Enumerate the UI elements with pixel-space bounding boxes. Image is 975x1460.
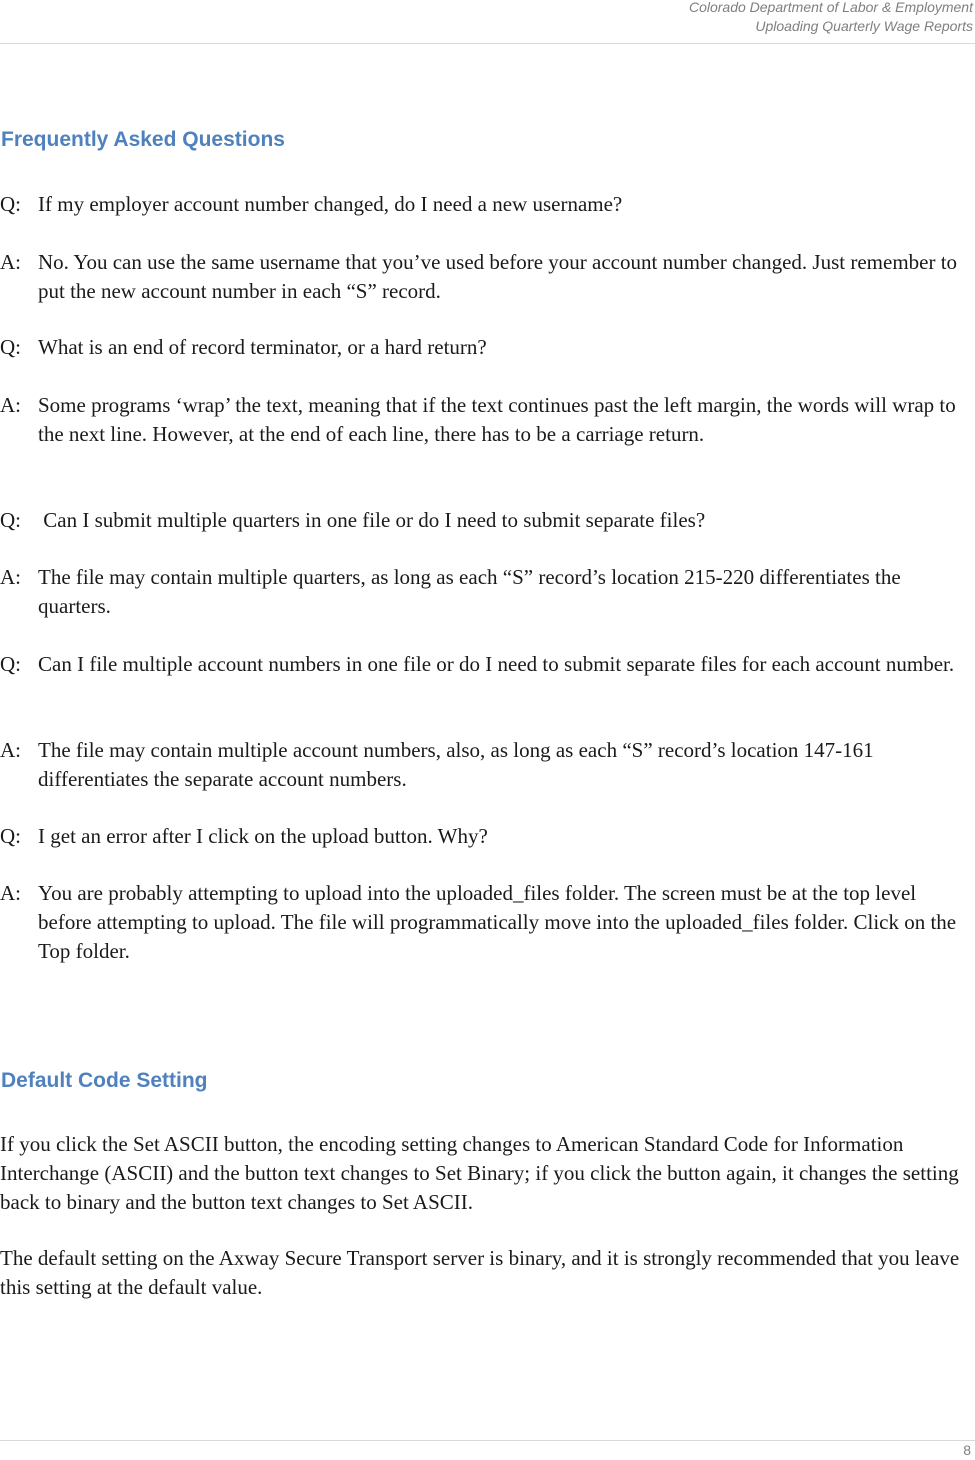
page-header	[0, 0, 975, 44]
faq-text: No. You can use the same username that you’ve used before your account number changed. Just remember to put the new account number in each “S” record.	[38, 250, 958, 303]
page-footer-divider	[0, 1440, 975, 1441]
default-code-paragraph: If you click the Set ASCII button, the encoding setting changes to American Standard Code for Information Interchange (ASCII) and the button text changes to Set Binary; if you click the button again, it changes the setting back to binary and the button text changes to Set ASCII.	[0, 1132, 959, 1214]
faq-item	[0, 879, 968, 966]
faq-heading: Frequently Asked Questions	[1, 128, 285, 151]
faq-label: Q:	[0, 824, 21, 848]
faq-item	[0, 190, 968, 219]
default-code-paragraph: The default setting on the Axway Secure Transport server is binary, and it is strongly recommended that you leave this setting at the default value.	[0, 1246, 960, 1299]
faq-text: The file may contain multiple quarters, as long as each “S” record’s location 215-220 differentiates the quarters.	[38, 565, 901, 618]
faq-text: Can I submit multiple quarters in one file or do I need to submit separate files?	[38, 508, 706, 532]
faq-label: A:	[0, 565, 21, 589]
faq-label: A:	[0, 393, 21, 417]
faq-item	[0, 563, 968, 621]
faq-label: Q:	[0, 652, 21, 676]
faq-text: Some programs ‘wrap’ the text, meaning that if the text continues past the left margin, the words will wrap to the next line. However, at the end of each line, there has to be a carriage return.	[38, 393, 956, 446]
faq-item	[0, 506, 968, 535]
faq-text: If my employer account number changed, do I need a new username?	[38, 192, 623, 216]
faq-text: The file may contain multiple account numbers, also, as long as each “S” record’s location 147-161 differentiates the separate account numbers.	[38, 738, 874, 791]
faq-item	[0, 736, 968, 794]
faq-item	[0, 822, 968, 851]
faq-text: What is an end of record terminator, or a hard return?	[38, 335, 487, 359]
faq-text: You are probably attempting to upload into the uploaded_files folder. The screen must be at the top level before attempting to upload. The file will programmatically move into the uploaded_files folder. Click on the Top folder.	[38, 881, 957, 963]
faq-label: Q:	[0, 192, 21, 216]
faq-item	[0, 650, 968, 679]
default-code-heading: Default Code Setting	[1, 1069, 208, 1092]
faq-label: A:	[0, 881, 21, 905]
faq-text: Can I file multiple account numbers in one file or do I need to submit separate files for each account number.	[38, 652, 955, 676]
header-document-title: Uploading Quarterly Wage Reports	[755, 18, 973, 34]
header-department: Colorado Department of Labor & Employment	[688, 0, 973, 15]
page-number: 8	[963, 1442, 971, 1458]
faq-text: I get an error after I click on the upload button. Why?	[38, 824, 488, 848]
faq-label: A:	[0, 250, 21, 274]
faq-item	[0, 391, 968, 449]
faq-item	[0, 248, 968, 306]
faq-label: A:	[0, 738, 21, 762]
faq-label: Q:	[0, 508, 21, 532]
faq-label: Q:	[0, 335, 21, 359]
faq-item	[0, 333, 968, 362]
